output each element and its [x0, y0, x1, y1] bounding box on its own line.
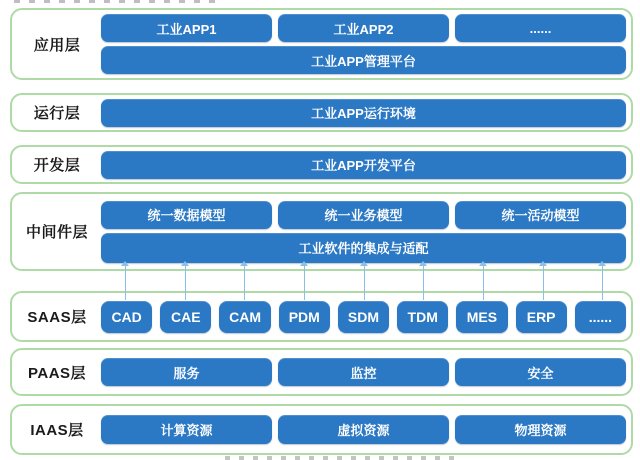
- development-layer-content: [101, 147, 626, 182]
- development-layer-container: [10, 145, 633, 184]
- paas-layer-label: PAAS层: [27, 364, 87, 382]
- application-layer-container: [10, 8, 633, 80]
- development-layer-label: 开发层: [33, 157, 81, 174]
- clipped-top-text: [14, 0, 224, 3]
- mes-box: MES: [456, 301, 507, 333]
- monitoring-box: 监控: [278, 358, 449, 386]
- unified-business-model-box: 统一业务模型: [278, 201, 449, 229]
- cad-box: CAD: [101, 301, 152, 333]
- service-box: 服务: [101, 358, 272, 386]
- saas-tools-row: [101, 301, 626, 333]
- application-layer-label: 应用层: [33, 36, 81, 54]
- paas-services-row: [101, 358, 626, 386]
- saas-layer-label: SAAS层: [27, 309, 87, 326]
- iaas-resources-row: [101, 415, 626, 444]
- virtual-resources-box: 虚拟资源: [278, 415, 449, 444]
- cae-box: CAE: [160, 301, 211, 333]
- middleware-layer-content: [101, 194, 626, 269]
- sdm-box: SDM: [338, 301, 389, 333]
- tdm-box: TDM: [397, 301, 448, 333]
- app-management-platform-bar: 工业APP管理平台: [101, 46, 626, 74]
- runtime-layer-label: 运行层: [33, 105, 81, 122]
- physical-resources-box: 物理资源: [455, 415, 626, 444]
- iaas-layer-content: [101, 406, 626, 453]
- industrial-app2-box: 工业APP2: [278, 14, 449, 42]
- erp-box: ERP: [516, 301, 567, 333]
- unified-data-model-box: 统一数据模型: [101, 201, 272, 229]
- middleware-layer-label: 中间件层: [25, 224, 88, 241]
- pdm-box: PDM: [279, 301, 330, 333]
- middleware-models-row: [101, 201, 626, 229]
- app-runtime-environment-bar: 工业APP运行环境: [101, 99, 626, 127]
- saas-layer-container: [10, 291, 633, 342]
- security-box: 安全: [455, 358, 626, 386]
- more-tools-box: ......: [575, 301, 626, 333]
- industrial-app1-box: 工业APP1: [101, 14, 272, 42]
- app-development-platform-bar: 工业APP开发平台: [101, 151, 626, 179]
- paas-layer-container: [10, 348, 633, 396]
- cam-box: CAM: [219, 301, 270, 333]
- runtime-layer-content: [101, 95, 626, 130]
- unified-activity-model-box: 统一活动模型: [455, 201, 626, 229]
- runtime-layer-container: [10, 93, 633, 132]
- application-layer-content: [101, 10, 626, 78]
- saas-layer-content: [101, 293, 626, 340]
- software-integration-adaptation-bar: 工业软件的集成与适配: [101, 233, 626, 263]
- iaas-layer-container: [10, 404, 633, 455]
- application-apps-row: [101, 14, 626, 42]
- more-apps-box: ......: [455, 14, 626, 42]
- paas-layer-content: [101, 350, 626, 394]
- clipped-caption-text: [225, 456, 460, 460]
- iaas-layer-label: IAAS层: [30, 422, 84, 439]
- middleware-layer-container: [10, 192, 633, 271]
- compute-resources-box: 计算资源: [101, 415, 272, 444]
